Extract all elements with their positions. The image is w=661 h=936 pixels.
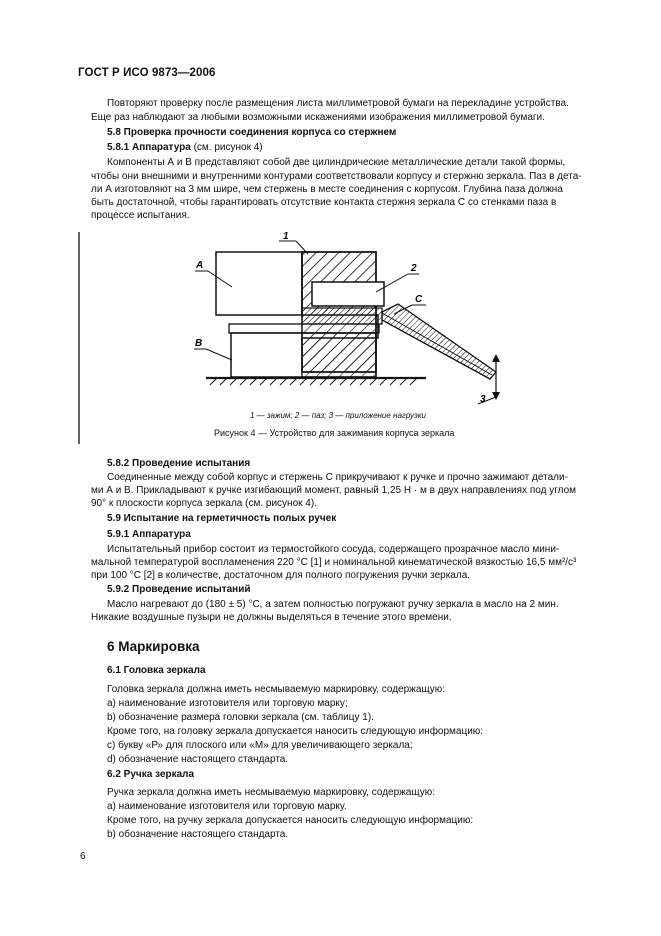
label-1: 1 [283, 232, 289, 242]
heading-text: 5.8.1 Аппаратура [107, 142, 191, 153]
paragraph-line: 90° к плоскости корпуса зеркала (см. рисунок 4). [91, 498, 317, 509]
load-arrowhead-down [492, 392, 500, 400]
list-item: b) обозначение размера головки зеркала (см. таблицу 1). [107, 712, 374, 723]
paragraph-line: Кроме того, на головку зеркала допускается наносить следующую информацию: [107, 726, 484, 737]
list-item: a) наименование изготовителя или торговую марку. [107, 801, 347, 812]
label-b: B [195, 338, 203, 349]
paragraph-line: быть достаточной, чтобы гарантировать отсутствие контакта стержня зеркала С со стенками паза в [91, 197, 557, 208]
section-heading-6-2: 6.2 Ручка зеркала [107, 769, 195, 780]
paragraph-line: чтобы они внешними и внутренними контурами соответствовали корпусу и стержню зеркала. Паз в дета- [91, 171, 582, 182]
figure-caption: Рисунок 4 — Устройство для зажимания корпуса зеркала [214, 428, 455, 438]
part-b-hatched [302, 333, 376, 377]
section-heading-5-9-2: 5.9.2 Проведение испытаний [107, 584, 251, 595]
label-a: A [196, 260, 204, 271]
label-3: 3 [480, 394, 486, 405]
paragraph-line: Еще раз наблюдают за любыми возможными искажениями изображения миллиметровой бумаги. [91, 112, 545, 123]
paragraph-line: Масло нагревают до (180 ± 5) °С, а затем полностью погружают ручку зеркала в масло на 2 мин. [107, 599, 559, 610]
figure-reference: (см. рисунок 4) [190, 142, 263, 153]
paragraph-line: Соединенные между собой корпус и стержень С прикручивают к ручке и прочно зажимают детали- [107, 472, 568, 483]
section-heading-5-9: 5.9 Испытание на герметичность полых ручек [107, 513, 337, 524]
paragraph-line: Кроме того, на ручку зеркала допускается наносить следующую информацию: [107, 815, 474, 826]
paragraph-line: ли А изготовляют на 3 мм шире, чем стержень в месте соединения с корпусом. Глубина паза должна [91, 184, 563, 195]
section-heading-6-1: 6.1 Головка зеркала [107, 665, 206, 676]
leader-line-b2 [206, 349, 232, 360]
paragraph-line: Испытательный прибор состоит из термостойкого сосуда, содержащего прозрачное масло мини- [107, 544, 560, 555]
paragraph-line: Повторяют проверку после размещения листа миллиметровой бумаги на перекладине устройства. [107, 98, 569, 109]
standard-header: ГОСТ Р ИСО 9873—2006 [78, 67, 216, 79]
paragraph-line: Компоненты А и В представляют собой две цилиндрические металлические детали такой формы, [107, 157, 566, 168]
section-heading-5-8: 5.8 Проверка прочности соединения корпуса со стержнем [107, 127, 397, 138]
paragraph-line: Никакие воздушные пузыри не должны выделяться в течение этого времени. [91, 612, 452, 623]
list-item: c) букву «Р» для плоского или «М» для увеличивающего зеркала; [107, 740, 413, 751]
label-2: 2 [411, 263, 417, 274]
page-number: 6 [80, 851, 86, 862]
section-heading-5-9-1: 5.9.1 Аппаратура [107, 529, 191, 540]
label-c: C [415, 294, 423, 305]
list-item: b) обозначение настоящего стандарта. [107, 829, 289, 840]
figure-legend: 1 — зажим; 2 — паз; 3 — приложение нагрузки [250, 411, 426, 420]
section-heading-5-8-2: 5.8.2 Проведение испытания [107, 458, 251, 469]
paragraph-line: при 100 °С [2] в количестве, достаточном для полного погружения ручки зеркала. [91, 570, 471, 581]
load-arrowhead-up [492, 354, 500, 362]
section-heading-6: 6 Маркировка [107, 639, 200, 654]
list-item: d) обозначение настоящего стандарта. [107, 754, 289, 765]
paragraph-line: Головка зеркала должна иметь несмываемую маркировку, содержащую: [107, 684, 446, 695]
section-heading-5-8-1 [107, 142, 263, 153]
paragraph-line: Ручка зеркала должна иметь несмываемую маркировку, содержащую: [107, 787, 436, 798]
mirror-stem-c [302, 308, 382, 324]
part-a-body [216, 252, 302, 315]
groove-slot [312, 282, 384, 306]
handle-centerline [382, 313, 492, 375]
leader-line-a2 [208, 271, 232, 287]
paragraph-line: ми А и В. Прикладывают к ручке изгибающий момент, равный 1,25 Н · м в двух направлениях под углом [91, 485, 577, 496]
list-item: a) наименование изготовителя или торговую марку; [107, 698, 348, 709]
paragraph-line: мальной температурой воспламенения 220 °С [1] и номинальной кинематической вязкостью 16,5 мм²/с³ [91, 557, 577, 568]
paragraph-line: процессе испытания. [91, 210, 190, 221]
